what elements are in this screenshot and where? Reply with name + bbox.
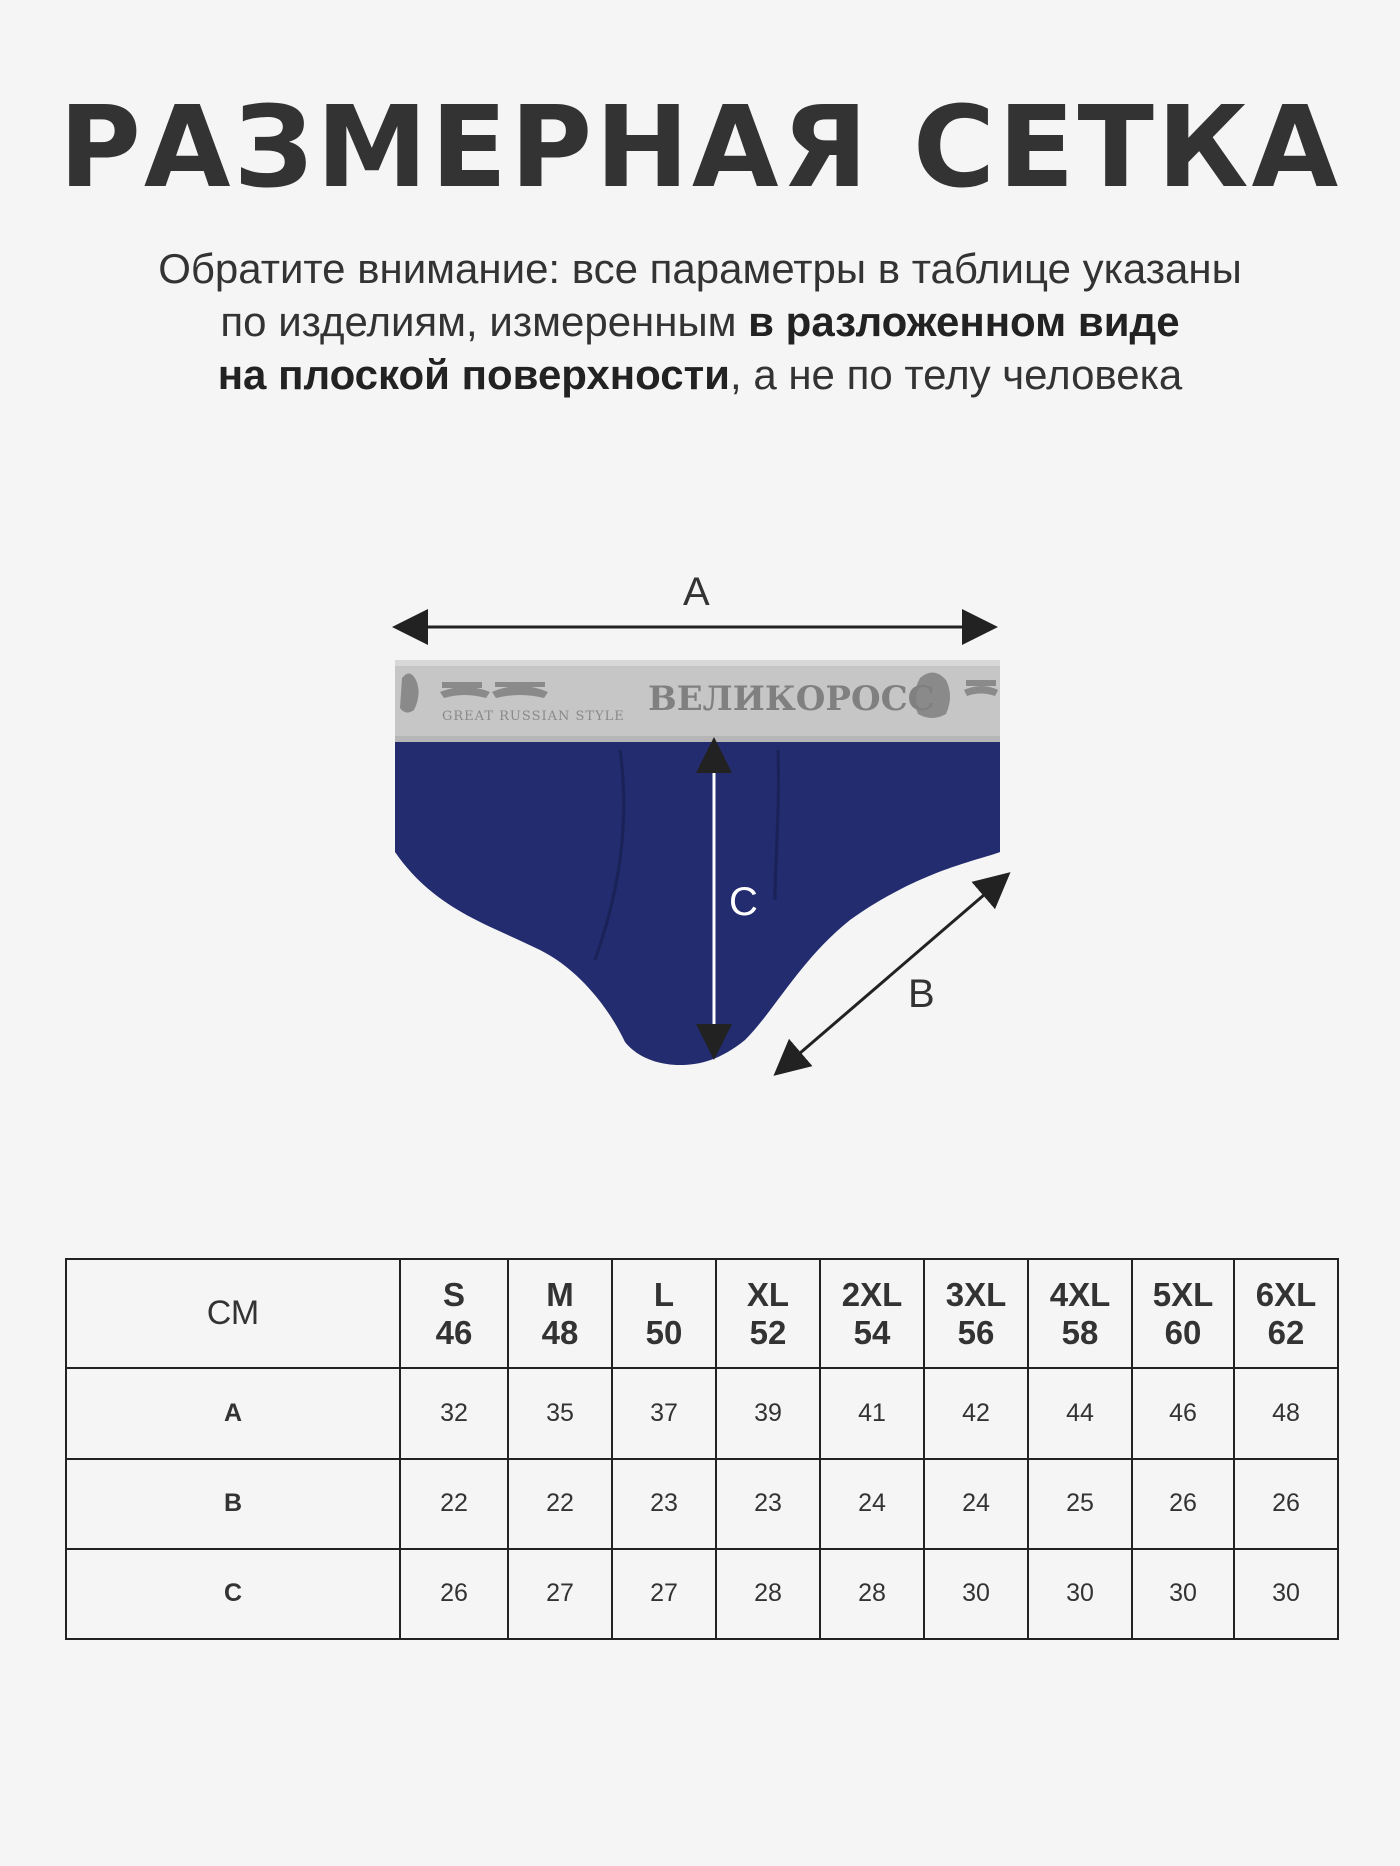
size-number: 58 <box>1061 1313 1099 1351</box>
table-cell: 23 <box>716 1459 820 1549</box>
table-cell: 30 <box>1234 1549 1338 1639</box>
dimension-a-label: A <box>683 570 710 614</box>
size-number: 56 <box>957 1313 995 1351</box>
note-line-3-bold: на плоской поверхности <box>217 351 730 398</box>
size-header-5xl <box>1132 1259 1234 1368</box>
table-cell: 48 <box>1234 1368 1338 1458</box>
size-header-s <box>400 1259 508 1368</box>
waistband-brand: ВЕЛИКОРОСС <box>648 679 935 719</box>
table-cell: 37 <box>612 1368 716 1458</box>
table-cell: 23 <box>612 1459 716 1549</box>
table-cell: 44 <box>1028 1368 1132 1458</box>
table-cell: 30 <box>1028 1549 1132 1639</box>
table-cell: 26 <box>1234 1459 1338 1549</box>
table-cell: 30 <box>924 1549 1028 1639</box>
row-label: C <box>66 1549 400 1639</box>
table-cell: 28 <box>820 1549 924 1639</box>
table-cell: 22 <box>508 1459 612 1549</box>
row-label: B <box>66 1459 400 1549</box>
garment-body <box>395 740 1000 1065</box>
table-row <box>66 1368 1338 1458</box>
size-number: 62 <box>1267 1313 1305 1351</box>
product-diagram <box>380 560 1030 1080</box>
page-title: РАЗМЕРНАЯ СЕТКА <box>58 83 1342 213</box>
size-letter: 2XL <box>841 1275 903 1313</box>
note-line-2 <box>0 295 1400 348</box>
size-number: 46 <box>435 1313 473 1351</box>
waistband-tagline: GREAT RUSSIAN STYLE <box>442 709 625 724</box>
table-header-row <box>66 1259 1338 1368</box>
unit-header: СМ <box>66 1259 400 1368</box>
table-cell: 28 <box>716 1549 820 1639</box>
table-cell: 24 <box>924 1459 1028 1549</box>
size-letter: 4XL <box>1049 1275 1111 1313</box>
note-line-3-plain: , а не по телу человека <box>729 351 1183 398</box>
size-header-3xl <box>924 1259 1028 1368</box>
table-cell: 22 <box>400 1459 508 1549</box>
table-cell: 32 <box>400 1368 508 1458</box>
note-line-2-plain: по изделиям, измеренным <box>220 298 749 345</box>
size-header-l <box>612 1259 716 1368</box>
measurement-note <box>0 242 1400 401</box>
dimension-c-label: C <box>729 880 758 924</box>
note-line-2-bold: в разложенном виде <box>748 298 1180 345</box>
size-header-m <box>508 1259 612 1368</box>
size-letter: L <box>653 1275 675 1313</box>
size-letter: M <box>546 1275 574 1313</box>
table-cell: 35 <box>508 1368 612 1458</box>
size-letter: 5XL <box>1152 1275 1214 1313</box>
size-header-4xl <box>1028 1259 1132 1368</box>
table-cell: 42 <box>924 1368 1028 1458</box>
size-letter: 6XL <box>1255 1275 1317 1313</box>
table-cell: 46 <box>1132 1368 1234 1458</box>
table-row <box>66 1459 1338 1549</box>
table-cell: 26 <box>400 1549 508 1639</box>
note-line-3 <box>0 348 1400 401</box>
size-letter: XL <box>746 1275 790 1313</box>
size-number: 48 <box>541 1313 579 1351</box>
size-number: 60 <box>1164 1313 1202 1351</box>
table-cell: 24 <box>820 1459 924 1549</box>
table-cell: 39 <box>716 1368 820 1458</box>
size-number: 50 <box>645 1313 683 1351</box>
size-header-6xl <box>1234 1259 1338 1368</box>
size-letter: 3XL <box>945 1275 1007 1313</box>
row-label: A <box>66 1368 400 1458</box>
size-table <box>65 1258 1339 1640</box>
size-letter: S <box>442 1275 465 1313</box>
dimension-b-label: B <box>908 972 935 1016</box>
size-header-2xl <box>820 1259 924 1368</box>
table-cell: 27 <box>508 1549 612 1639</box>
table-cell: 27 <box>612 1549 716 1639</box>
size-number: 54 <box>853 1313 891 1351</box>
table-cell: 41 <box>820 1368 924 1458</box>
size-header-xl <box>716 1259 820 1368</box>
table-cell: 26 <box>1132 1459 1234 1549</box>
table-row <box>66 1549 1338 1639</box>
table-cell: 30 <box>1132 1549 1234 1639</box>
size-number: 52 <box>749 1313 787 1351</box>
table-cell: 25 <box>1028 1459 1132 1549</box>
note-line-1: Обратите внимание: все параметры в таблице указаны <box>158 245 1242 292</box>
